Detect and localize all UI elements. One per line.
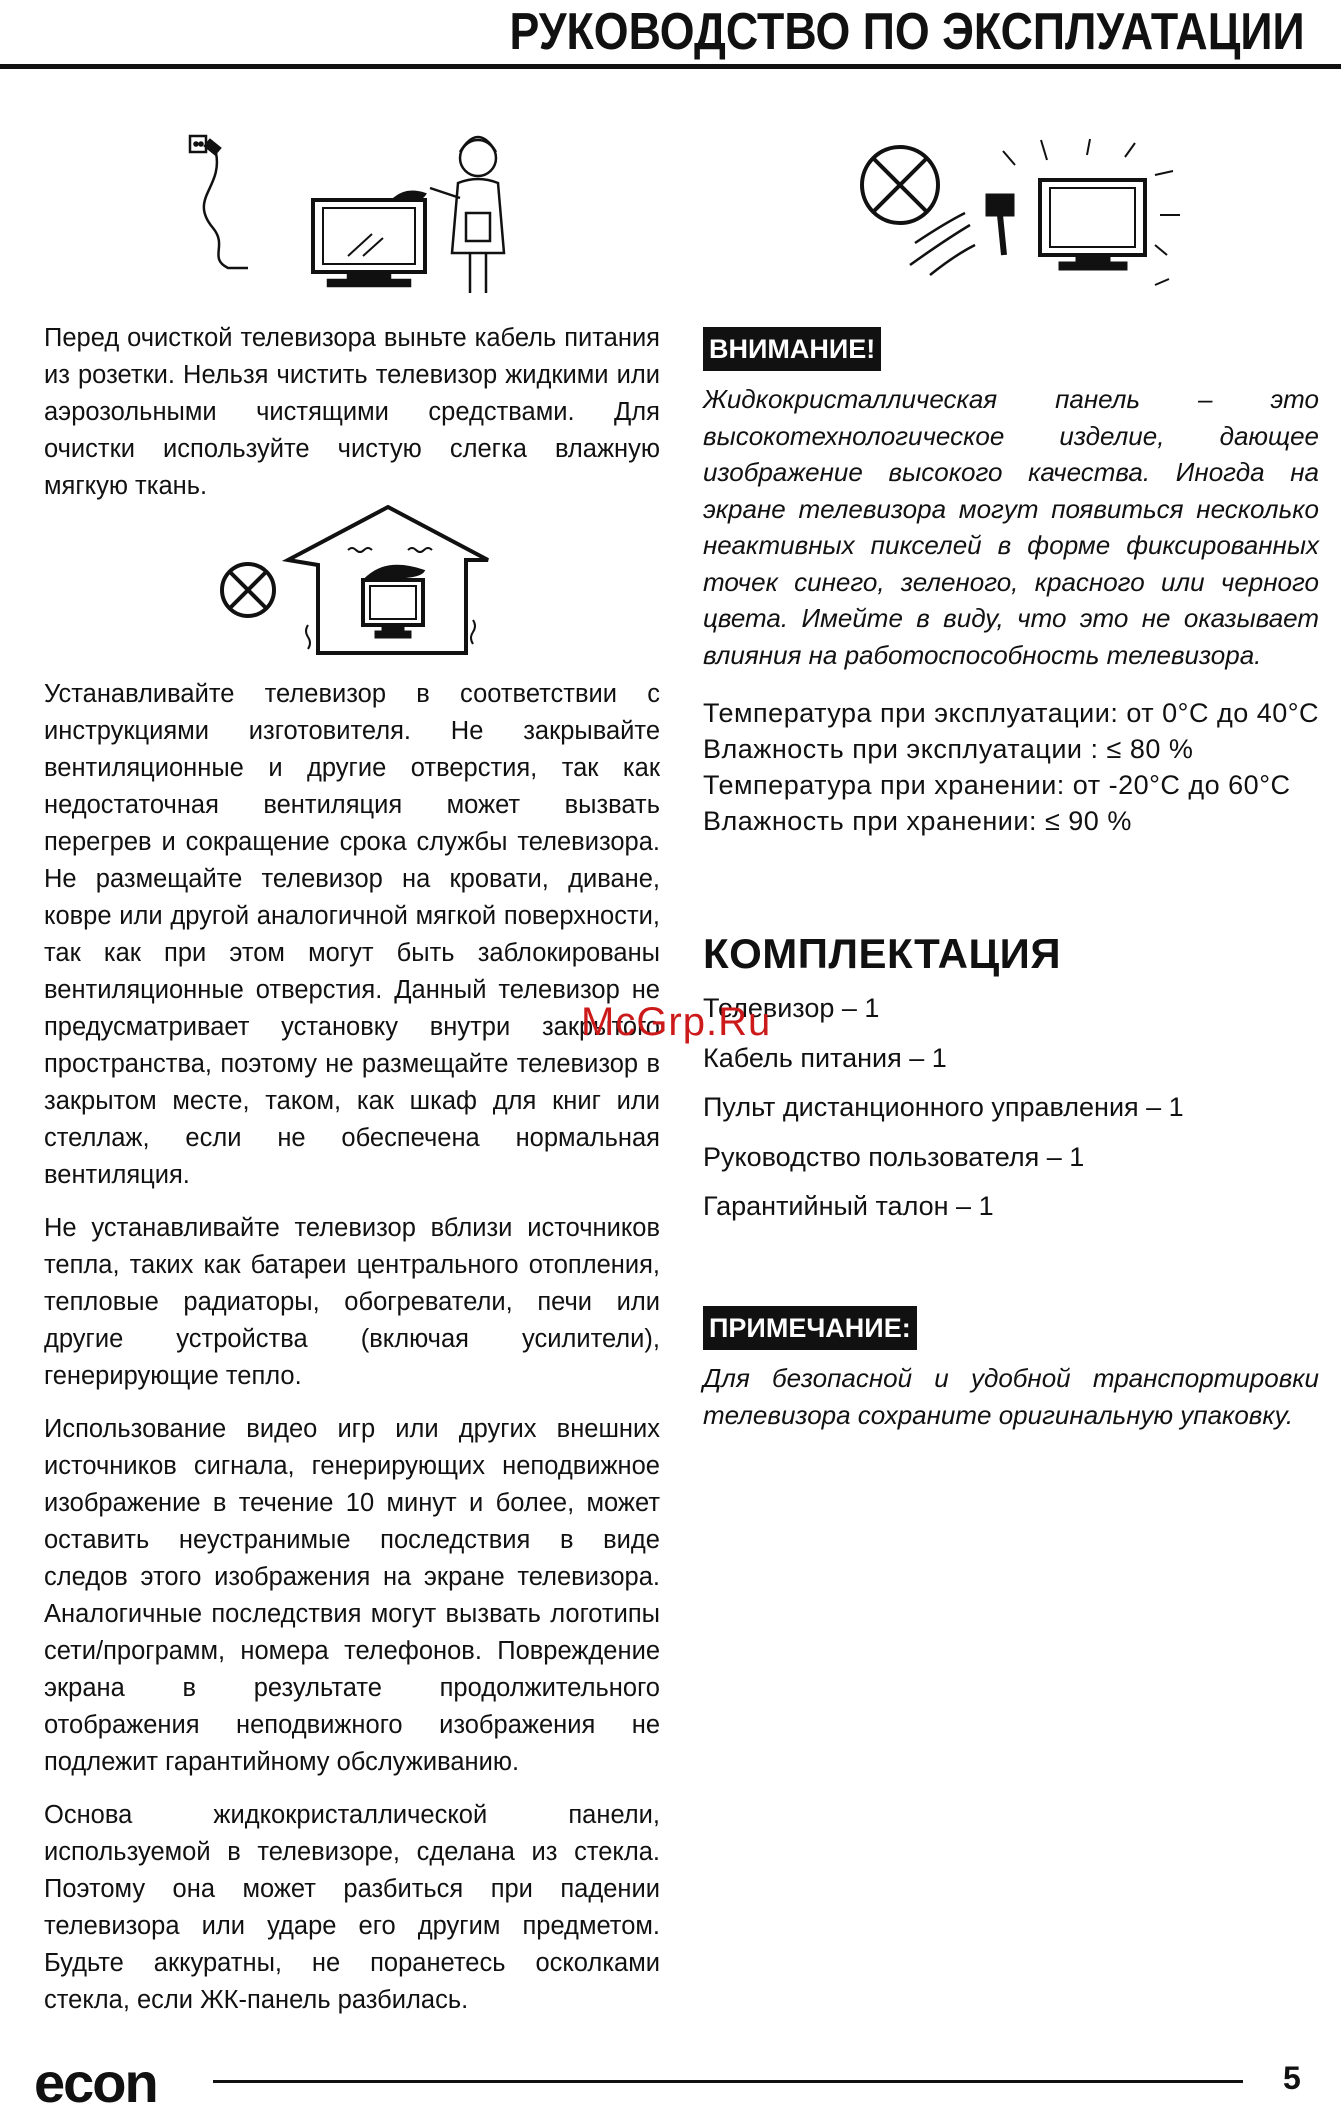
specs-block [703,695,1319,839]
watermark: McGrp.Ru [581,1000,772,1044]
note-section [703,1306,1319,1433]
left-column [44,320,660,521]
footer-rule [213,2080,1243,2083]
heat-sources-paragraph: Не устанавливайте телевизор вблизи источников тепла, таких как батареи центрального отопления, тепловые радиаторы, обогреватели, печи или другие устройства (включая усилители), генерирующие тепло. [44,1214,660,1390]
note-text: Для безопасной и удобной транспортировки телевизора сохраните оригинальную упаковку. [703,1363,1319,1430]
kit-heading: КОМПЛЕКТАЦИЯ [703,930,1062,977]
page-number: 5 [1283,2060,1301,2096]
cleaning-paragraph: Перед очисткой телевизора выньте кабель питания из розетки. Нельзя чистить телевизор жидкими или аэрозольными чистящими средствами. Для очистки используйте чистую слегка влажную мягкую ткань. [44,324,660,500]
note-badge: ПРИМЕЧАНИЕ: [703,1306,917,1350]
right-column [703,327,1319,839]
brand-logo: econ [34,2051,157,2114]
spec-line: Температура при хранении: от -20°С до 60°С [703,770,1291,800]
no-hammer-impact-icon [855,135,1195,295]
static-image-paragraph: Использование видео игр или других внешних источников сигнала, генерирующих неподвижное изображение в течение 10 минут и более, может оставить неустранимые последствия в виде следов этого изображения на экране телевизора. Аналогичные последствия могут вызвать логотипы сети/программ, номера телефонов. Повреждение экрана в результате продолжительного отображения неподвижного изображения не подлежит гарантийному обслуживанию. [44,1415,660,1776]
attention-section [703,327,1319,673]
attention-text: Жидкокристаллическая панель – это высокотехнологическое изделие, дающее изображение высокого качества. Иногда на экране телевизора могут появиться несколько неактивных пикселей в форме фиксированных точек синего, зеленого, красного или черного цвета. Имейте в виду, что это не оказывает влияния на работоспособность телевизора. [703,384,1319,670]
kit-item: Кабель питания – 1 [703,1042,947,1073]
left-column-lower [44,676,660,2035]
person-cleaning-tv-icon [188,128,518,298]
kit-item: Пульт дистанционного управления – 1 [703,1092,1184,1122]
kit-item: Телевизор – 1 [703,993,880,1023]
kit-item: Руководство пользователя – 1 [703,1141,1085,1172]
header-rule [0,64,1341,69]
kit-section [703,930,1319,1232]
attention-badge: ВНИМАНИЕ! [703,327,881,371]
page-title: РУКОВОДСТВО ПО ЭКСПЛУАТАЦИИ [509,3,1305,61]
installation-paragraph: Устанавливайте телевизор в соответствии с инструкциями изготовителя. Не закрывайте вентиляционные и другие отверстия, так как недостаточная вентиляция может вызвать перегрев и сокращение срока службы телевизора. Не размещайте телевизор на кровати, диване, ковре или другой аналогичной мягкой поверхности, так как при этом могут быть заблокированы вентиляционные отверстия. Данный телевизор не предусматривает установку внутри закрытого пространства, поэтому не размещайте телевизор в закрытом месте, таком, как шкаф для книг или стеллаж, если не обеспечена нормальная вентиляция. [44,680,660,1189]
spec-line: Температура при эксплуатации: от 0°С до 40°С [703,698,1320,728]
spec-line: Влажность при эксплуатации : ≤ 80 % [703,734,1194,764]
spec-line: Влажность при хранении: ≤ 90 % [703,806,1132,836]
no-enclosed-space-icon [218,505,498,657]
glass-panel-paragraph: Основа жидкокристаллической панели, используемой в телевизоре, сделана из стекла. Поэтому она может разбиться при падении телевизора или ударе его другим предметом. Будьте аккуратны, не поранетесь осколками стекла, если ЖК-панель разбилась. [44,1801,660,2014]
kit-item: Гарантийный талон – 1 [703,1191,994,1221]
